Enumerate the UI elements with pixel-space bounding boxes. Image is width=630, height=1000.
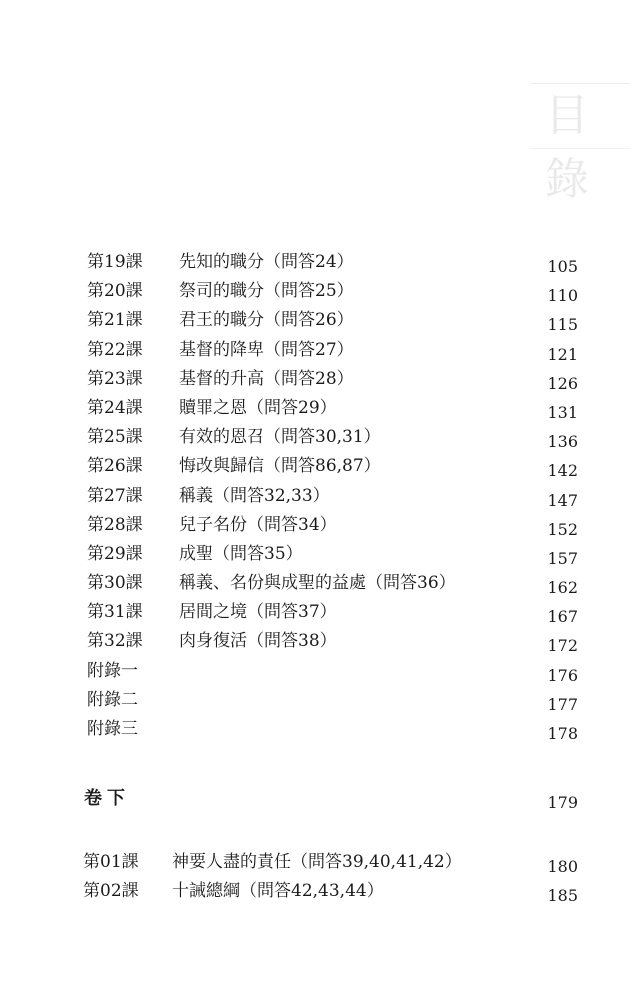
toc-entry [0,511,630,540]
page-number: 121 [547,344,578,364]
page-number: 177 [547,694,578,714]
lesson-title: 基督的升高（問答28） [179,368,354,389]
page-number: 136 [547,432,578,452]
page-number: 126 [547,373,578,393]
toc-entry [0,423,630,452]
page-number: 152 [547,519,578,539]
lesson-number: 第30課 [87,573,143,594]
lesson-number: 第25課 [87,427,143,448]
lesson-title: 兒子名份（問答34） [179,514,337,535]
lesson-title: 成聖（問答35） [179,543,303,564]
page-number: 180 [547,857,578,876]
page-number: 179 [547,793,578,812]
page-number: 162 [547,578,578,598]
lesson-number: 第24課 [87,397,143,418]
toc-entry [0,248,630,277]
lesson-number: 第26課 [87,456,143,477]
lesson-title: 悔改與歸信（問答86,87） [179,456,381,477]
lesson-number: 第22課 [87,339,143,360]
lesson-title: 君王的職分（問答26） [179,310,354,331]
toc-entry [0,848,630,877]
toc-entry [0,336,630,365]
lesson-number: 第02課 [83,881,139,902]
lesson-title: 稱義、名份與成聖的益處（問答36） [179,573,456,594]
lesson-number: 第20課 [87,281,143,302]
page-number: 167 [547,607,578,627]
appendix-label: 附錄一 [87,660,138,681]
lesson-number: 第23課 [87,368,143,389]
toc-entry [0,686,630,715]
appendix-label: 附錄二 [87,689,138,710]
page-number: 142 [547,461,578,481]
lesson-title: 基督的降卑（問答27） [179,339,354,360]
toc-entry [0,365,630,394]
volume-heading-row [0,784,630,814]
lesson-number: 第27課 [87,485,143,506]
lesson-title: 有效的恩召（問答30,31） [179,427,381,448]
volume-heading: 卷下 [84,788,130,809]
page-number: 147 [547,490,578,510]
lesson-number: 第28課 [87,514,143,535]
toc-entry [0,598,630,627]
bleed-through-rule-lower [530,148,630,149]
toc-entry [0,540,630,569]
lesson-number: 第29課 [87,543,143,564]
page-number: 176 [547,665,578,685]
lesson-number: 第19課 [87,252,143,272]
lesson-title: 稱義（問答32,33） [179,485,330,506]
lesson-title: 居間之境（問答37） [179,602,337,623]
page-number: 185 [547,886,578,906]
page-number: 178 [547,724,578,743]
page-number: 105 [547,257,578,276]
lesson-title: 祭司的職分（問答25） [179,281,354,302]
toc-entry [0,482,630,511]
lesson-title: 肉身復活（問答38） [179,631,337,652]
lesson-title: 贖罪之恩（問答29） [179,397,337,418]
toc-entry [0,277,630,306]
page-number: 157 [547,548,578,568]
bleed-through-heading: 目錄 [545,90,591,205]
toc-entry [0,452,630,481]
appendix-label: 附錄三 [87,719,138,739]
toc-entry [0,715,630,744]
toc-entry [0,877,630,906]
lesson-number: 第01課 [83,852,139,872]
lesson-title: 先知的職分（問答24） [179,252,354,272]
page-number: 115 [547,315,578,335]
lesson-title: 神要人盡的責任（問答39,40,41,42） [172,852,462,872]
lesson-title: 十誡總綱（問答42,43,44） [172,881,384,902]
toc-list [0,248,630,744]
page-number: 172 [547,636,578,656]
page-number: 110 [547,286,578,306]
lesson-number: 第32課 [87,631,143,652]
lesson-number: 第31課 [87,602,143,623]
toc-entry [0,306,630,335]
toc-list-volume-2 [0,848,630,906]
toc-entry [0,627,630,656]
toc-entry [0,657,630,686]
toc-entry [0,569,630,598]
toc-entry [0,394,630,423]
lesson-number: 第21課 [87,310,143,331]
page-number: 131 [547,402,578,422]
